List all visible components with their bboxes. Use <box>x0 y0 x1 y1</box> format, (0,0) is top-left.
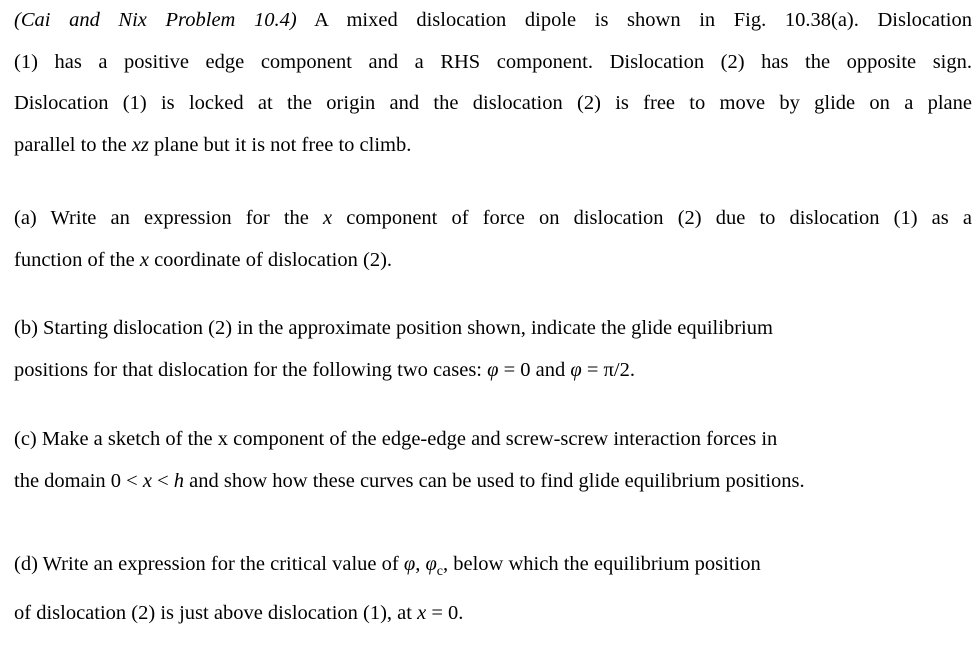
part-a <box>14 198 972 281</box>
part-a-line-1: (a) Write an expression for the x component of force on dislocation (2) due to dislocation (1) as a <box>14 207 972 229</box>
part-b-line-2: positions for that dislocation for the following two cases: φ = 0 and φ = π/2. <box>14 358 635 381</box>
statement-line-4: parallel to the xz plane but it is not free to climb. <box>14 133 412 156</box>
statement-line-3: Dislocation (1) is locked at the origin and the dislocation (2) is free to move by glide on a plane <box>14 92 972 114</box>
part-d-line-1: (d) Write an expression for the critical value of φ, $\varphi_c$, below which the equilibrium position <box>14 553 761 580</box>
statement-line-2: (1) has a positive edge component and a RHS component. Dislocation (2) has the opposite sign. <box>14 50 972 73</box>
part-c-line-2: the domain 0 < x < h and show how these curves can be used to find glide equilibrium positions. <box>14 469 805 492</box>
statement-line-1: (Cai and Nix Problem 10.4) A mixed dislocation dipole is shown in Fig. 10.38(a). Dislocation <box>14 9 972 31</box>
problem-statement <box>14 0 972 166</box>
part-d <box>14 544 972 634</box>
part-c <box>14 419 972 502</box>
part-a-line-2: function of the x coordinate of dislocation (2). <box>14 248 393 271</box>
citation: (Cai and Nix Problem 10.4) <box>14 9 297 31</box>
part-b-line-1: (b) Starting dislocation (2) in the approximate position shown, indicate the glide equilibrium <box>14 317 773 339</box>
part-c-line-1: (c) Make a sketch of the x component of the edge-edge and screw-screw interaction forces in <box>14 428 778 450</box>
part-b <box>14 308 972 391</box>
part-d-line-2: of dislocation (2) is just above dislocation (1), at x = 0. <box>14 601 464 624</box>
